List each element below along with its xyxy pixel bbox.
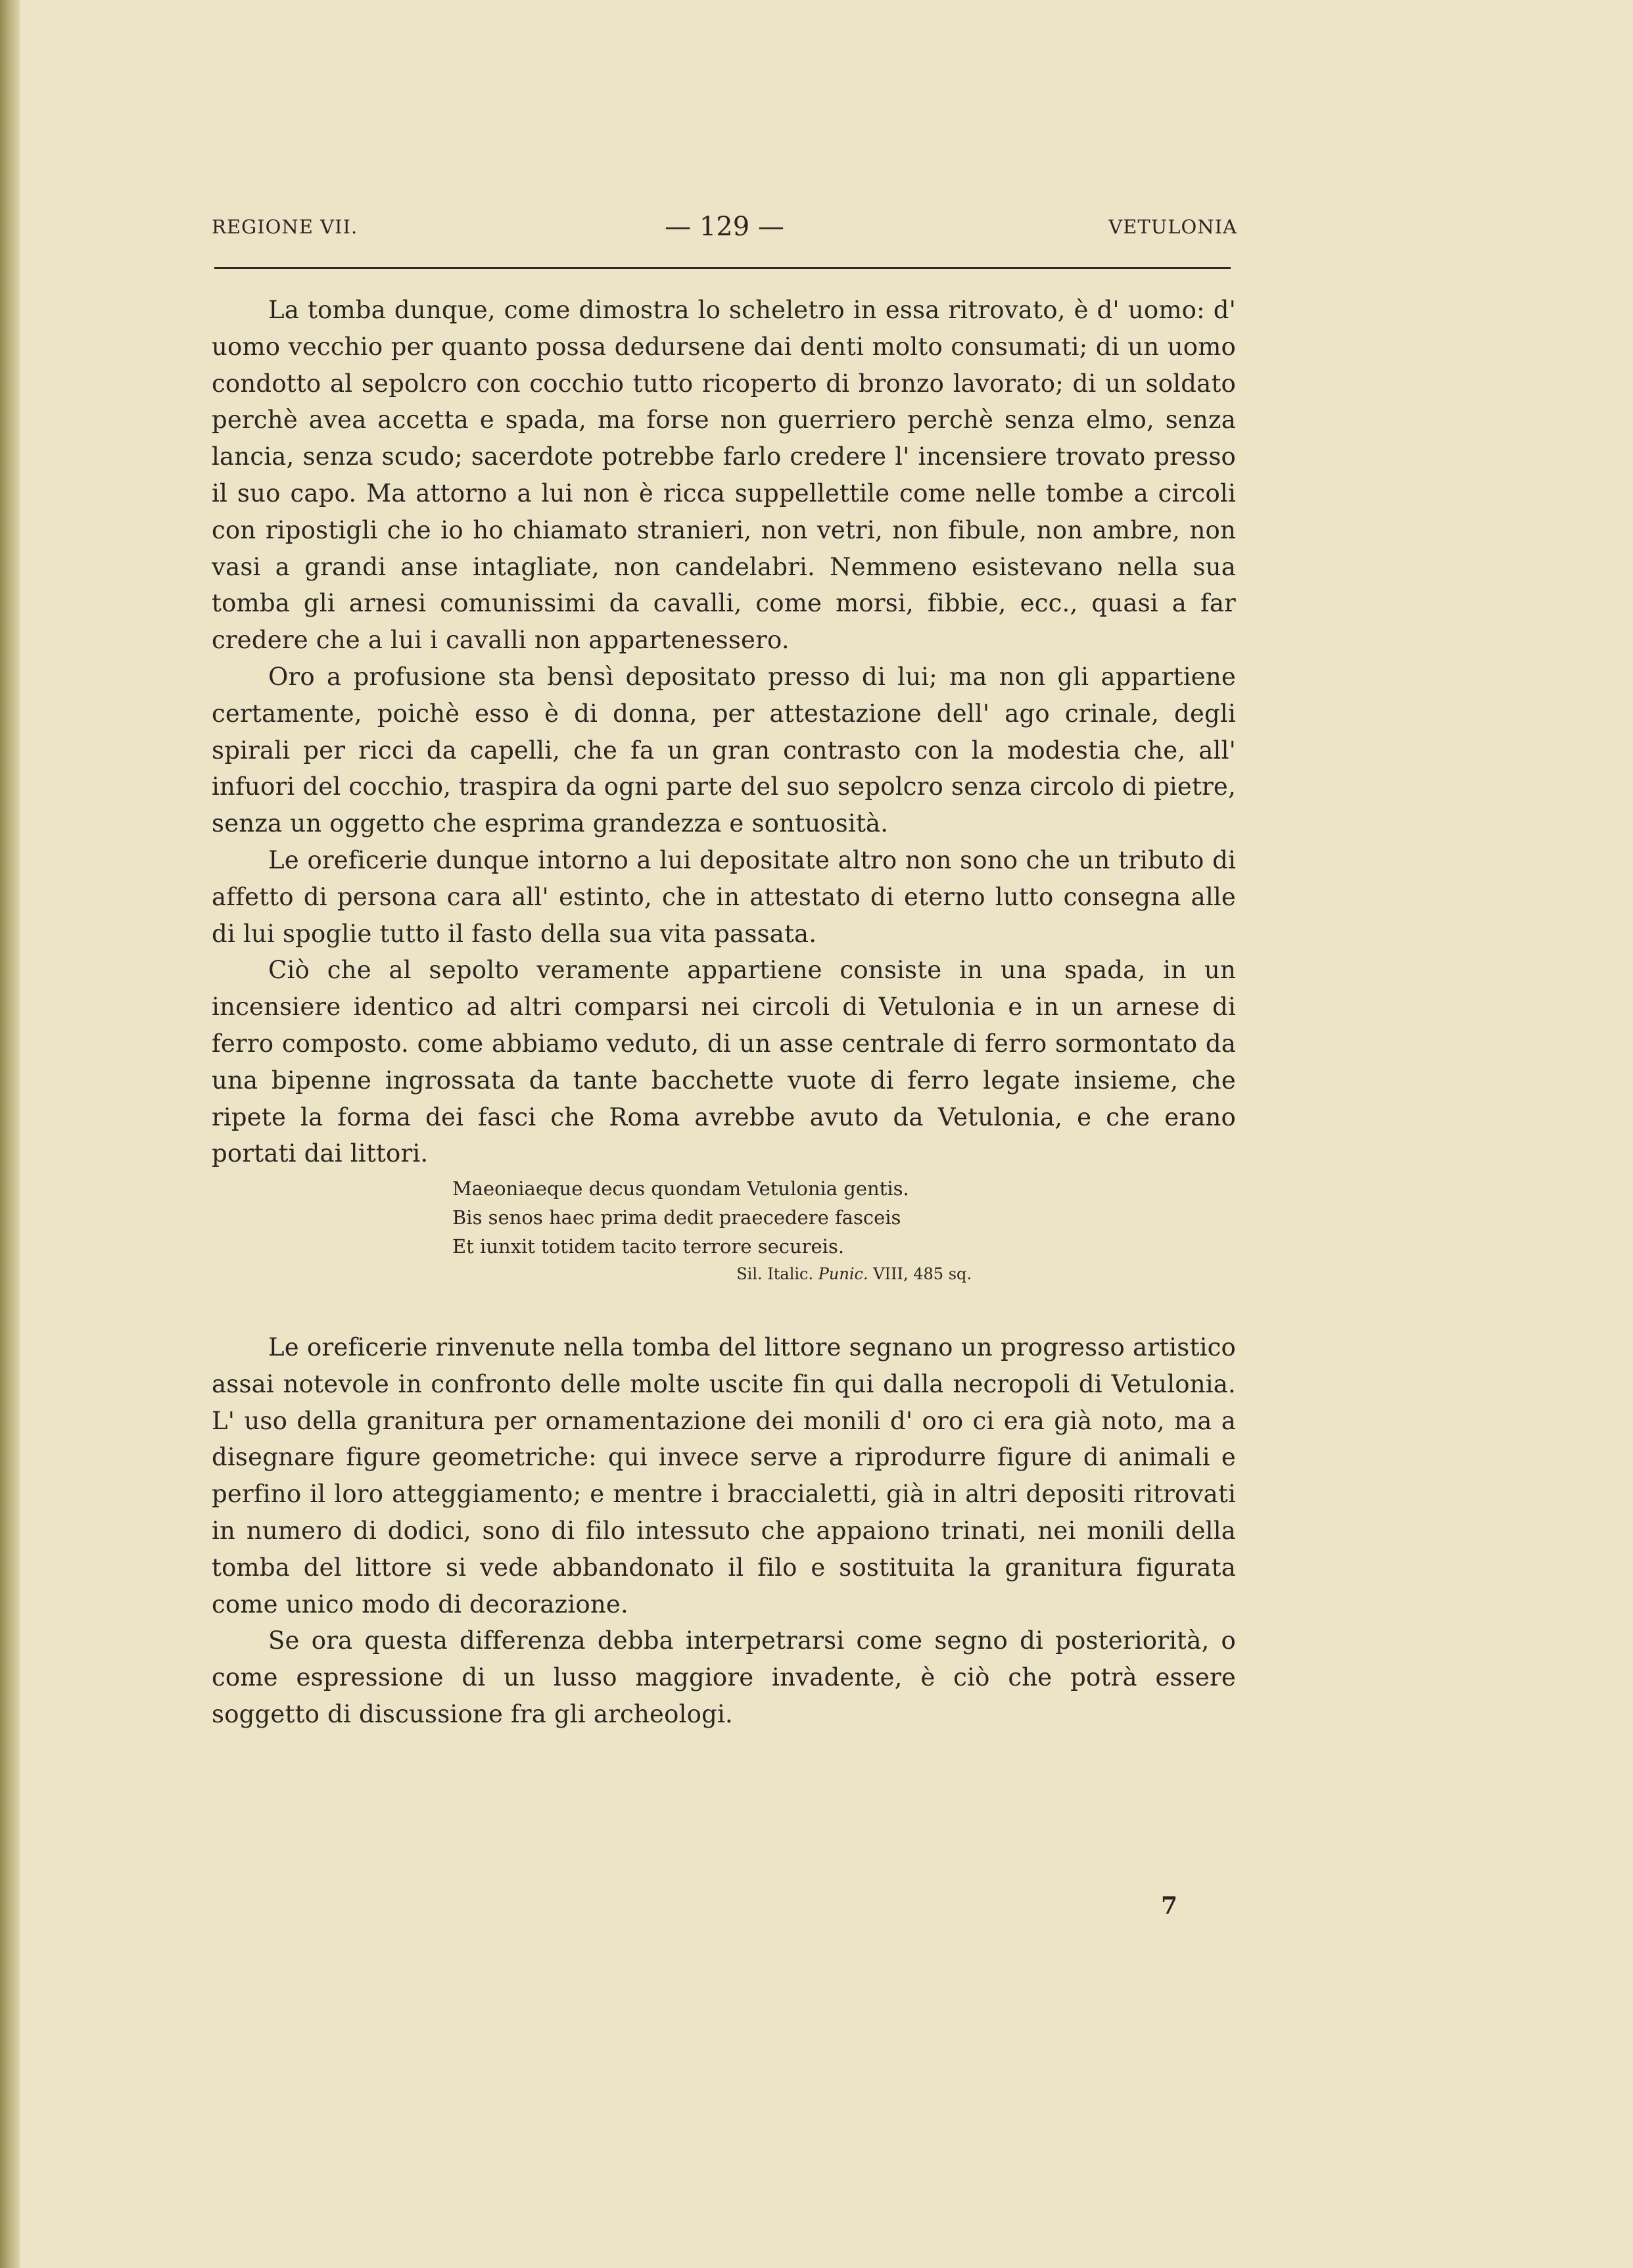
body-text (212, 292, 1236, 1172)
page-number: — 129 — (665, 212, 784, 242)
citation-reference: VIII, 485 sq. (873, 1265, 972, 1283)
paragraph: Se ora questa differenza debba interpetrarsi come segno di posteriorità, o come espressione di un lusso maggiore invadente, è ciò che potrà essere soggetto di discussione fra gli archeologi. (212, 1626, 1236, 1728)
signature-mark: 7 (1161, 1892, 1178, 1920)
citation-author: Sil. Italic. (736, 1265, 814, 1283)
quote-line: Bis senos haec prima dedit praecedere fasceis (452, 1206, 901, 1229)
body-text-continued (212, 1329, 1236, 1733)
latin-quotation (452, 1174, 978, 1287)
paragraph: Le oreficerie dunque intorno a lui depositate altro non sono che un tributo di affetto di persona cara all' estinto, che in attestato di eterno lutto consegna alle di lui spoglie tutto il fasto della sua vita passata. (212, 845, 1236, 948)
paragraph: Oro a profusione sta bensì depositato presso di lui; ma non gli appartiene certamente, poichè esso è di donna, per attestazione dell' ago crinale, degli spirali per ricci da capelli, che fa un gran contrasto con la modestia che, all' infuori del cocchio, traspira da ogni parte del suo sepolcro senza circolo di pietre, senza un oggetto che esprima grandezza e sontuosità. (212, 662, 1236, 838)
quote-line: Et iunxit totidem tacito terrore secureis. (452, 1235, 845, 1258)
paragraph: Ciò che al sepolto veramente appartiene consiste in una spada, in un incensiere identico ad altri comparsi nei circoli di Vetulonia e in un arnese di ferro composto. come abbiamo veduto, di un asse centrale di ferro sormontato da una bipenne ingrossata da tante bacchette vuote di ferro legate insieme, che ripete la forma dei fasci che Roma avrebbe avuto da Vetulonia, e che erano portati dai littori. (212, 956, 1236, 1168)
header-rule (214, 267, 1231, 269)
quote-citation (452, 1261, 972, 1287)
citation-work: Punic. (818, 1265, 868, 1283)
quote-line: Maeoniaeque decus quondam Vetulonia gentis. (452, 1177, 909, 1200)
header-region: REGIONE VII. (212, 216, 358, 238)
header-place: VETULONIA (1108, 216, 1237, 238)
paragraph: Le oreficerie rinvenute nella tomba del littore segnano un progresso artistico assai notevole in confronto delle molte uscite fin qui dalla necropoli di Vetulonia. L' uso della granitura per ornamentazione dei monili d' oro ci era già noto, ma a disegnare figure geometriche: qui invece serve a riprodurre figure di animali e perfino il loro atteggiamento; e mentre i braccialetti, già in altri depositi ritrovati in numero di dodici, sono di filo intessuto che appaiono trinati, nei monili della tomba del littore si vede abbandonato il filo e sostituita la granitura figurata come unico modo di decorazione. (212, 1333, 1236, 1618)
paragraph: La tomba dunque, come dimostra lo scheletro in essa ritrovato, è d' uomo: d' uomo vecchio per quanto possa dedursene dai denti molto consumati; di un uomo condotto al sepolcro con cocchio tutto ricoperto di bronzo lavorato; di un soldato perchè avea accetta e spada, ma forse non guerriero perchè senza elmo, senza lancia, senza scudo; sacerdote potrebbe farlo credere l' incensiere trovato presso il suo capo. Ma attorno a lui non è ricca suppellettile come nelle tombe a circoli con ripostigli che io ho chiamato stranieri, non vetri, non fibule, non ambre, non vasi a grandi anse intagliate, non candelabri. Nemmeno esistevano nella sua tomba gli arnesi comunissimi da cavalli, come morsi, fibbie, ecc., quasi a far credere che a lui i cavalli non appartenessero. (212, 296, 1236, 655)
running-header (212, 212, 1237, 245)
